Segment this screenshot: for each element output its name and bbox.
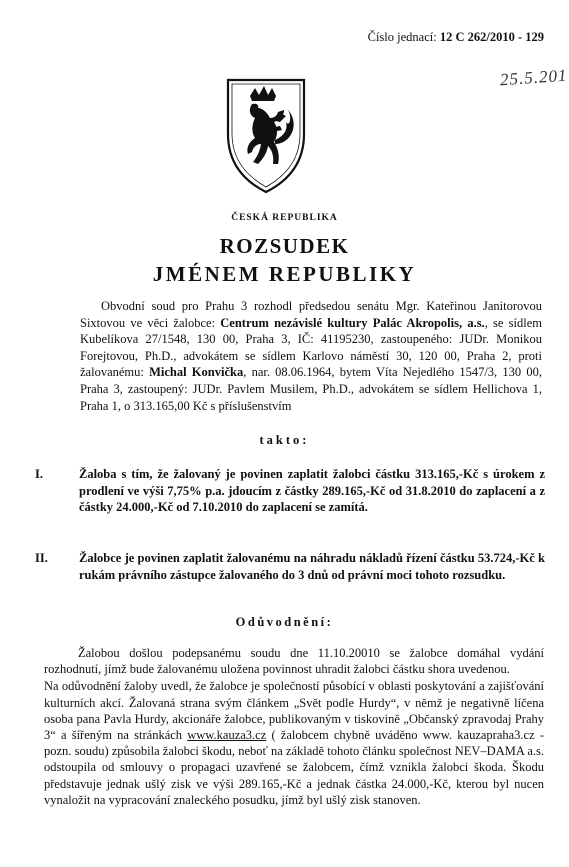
verdict-item — [35, 550, 545, 583]
intro-text-2: , se sídlem Kubelíkova 27/1548, 130 00, Praha 3, IČ: 41195230, zastoupeného: JUDr. Monikou Forejtovou, Ph.D., advokátem se sídlem Karlovo náměstí 30, 120 00, Praha 2, proti žalovanému: — [80, 315, 542, 380]
website-link[interactable]: www.kauza3.cz — [187, 728, 267, 743]
country-name: ČESKÁ REPUBLIKA — [231, 213, 338, 223]
verdict-item — [35, 466, 545, 516]
intro-text-3: , nar. 08.06.1964, bytem Víta Nejedlého 1547/3, 130 00, Praha 3, zastoupený: JUDr. Pavlem Musilem, Ph.D., advokátem se sídlem Hellichova 1, Praha 1, o 313.165,00 Kč s příslušenstvím — [80, 365, 542, 413]
verdict-heading: takto: — [259, 433, 310, 447]
verdict-number: II. — [35, 551, 48, 565]
reasons-heading: Odůvodnění: — [235, 615, 334, 629]
verdict-text: Žalobce je povinen zaplatit žalovanému na náhradu nákladů řízení částku 53.724,-Kč k rukám právního zástupce žalovaného do 3 dnů od právní moci tohoto rozsudku. — [79, 551, 545, 582]
plaintiff-name: Centrum nezávislé kultury Palác Akropolis, a.s. — [220, 315, 485, 330]
reasons-body — [44, 645, 544, 808]
coat-of-arms-icon — [222, 76, 310, 196]
verdict-text: Žaloba s tím, že žalovaný je povinen zaplatit žalobci částku 313.165,-Kč s úrokem z prodlení ve výši 7,75% p.a. jdoucím z částky 289.165,-Kč od 31.8.2010 do zaplacení a z částky 24.000,-Kč od 7.10.2010 do zaplacení se zamítá. — [79, 467, 545, 515]
case-reference-label: Číslo jednací: — [367, 30, 437, 44]
intro-text-1: Obvodní soud pro Prahu 3 rozhodl předsedou senátu Mgr. Kateřinou Janitorovou Sixtovou ve věci žalobce: — [80, 299, 542, 330]
reasons-paragraph-1: Žalobou došlou podepsanému soudu dne 11.10.20010 se žalobce domáhal vydání rozhodnutí, jímž bude žalovanému uložena povinnost uhradit žalobci částku shora uvedenou. — [44, 646, 544, 677]
document-title: ROZSUDEK — [219, 234, 350, 258]
reasons-text-2a: Na odůvodnění žaloby uvedl, že žalobce je společností působící v oblasti poskytování a zajišťování kulturních akcí. Žalovaná strana svým článkem „Svět podle Hurdy“, v němž je negativně líčena osoba pana Pavla Hurdy, akcionáře žalobce, publikovaným v tiskovině „Občanský zpravodaj Prahy 3“ a šířeným na stránkách — [44, 679, 544, 743]
case-reference — [368, 30, 544, 45]
verdict-number: I. — [35, 467, 43, 481]
introduction-paragraph — [80, 298, 542, 414]
reasons-text-2b: ( žalobcem chybně uváděno www. kauzapraha3.cz - pozn. soudu) způsobila žalobci škodu, neboť na základě tohoto článku společnost NEV–DAMA a.s. odstoupila od smlouvy o propagaci uzavřené se žalobcem, čímž vznikla žalobci škoda. Škodu představuje jednak ušlý zisk ve výši 289.165,-Kč a jednak částka 24.000,-Kč, kterou byl nucen vynaložit na vypracování znaleckého posudku, jímž byl ušlý zisk stanoven. — [44, 728, 544, 807]
handwritten-date: 25.5.201 — [498, 65, 568, 90]
reasons-paragraph-2 — [44, 678, 544, 808]
case-reference-number: 12 C 262/2010 - 129 — [439, 30, 544, 44]
defendant-name: Michal Konvička — [149, 365, 244, 380]
document-subtitle: JMÉNEM REPUBLIKY — [152, 262, 417, 286]
